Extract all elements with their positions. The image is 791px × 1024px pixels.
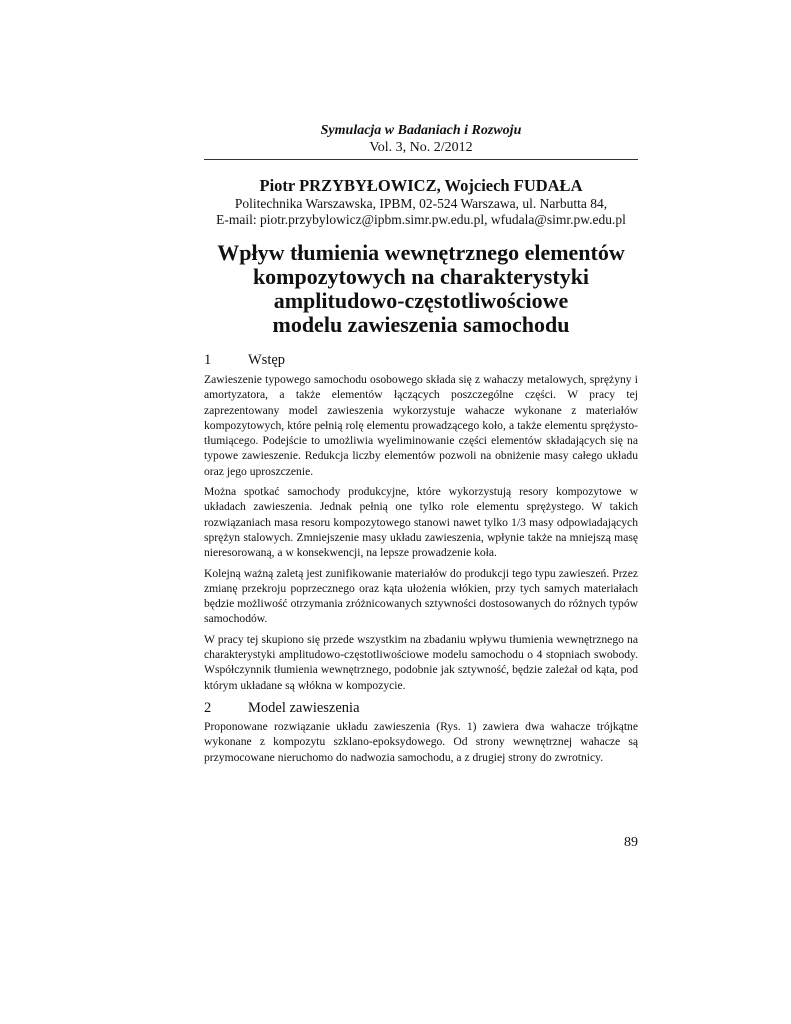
affiliation: Politechnika Warszawska, IPBM, 02-524 Warszawa, ul. Narbutta 84, <box>234 196 608 211</box>
paragraph: W pracy tej skupiono się przede wszystkim na zbadaniu wpływu tłumienia wewnętrznego na charakterystyki amplitudowo-częstotliwościowe modelu samochodu o 4 stopniach swobody. Współczynnik tłumienia wewnętrznego, podobnie jak sztywność, będzie zależał od kąta, pod którym układane są włókna w kompozycie. <box>204 632 638 692</box>
section-heading <box>204 351 638 369</box>
paper-page <box>204 118 638 878</box>
section-title: Wstęp <box>248 352 286 368</box>
authors: Piotr PRZYBYŁOWICZ, Wojciech FUDAŁA <box>259 176 583 195</box>
paper-title <box>204 241 638 337</box>
section-title: Model zawieszenia <box>248 699 360 716</box>
title-line: modelu zawieszenia samochodu <box>272 312 570 337</box>
section-heading <box>204 699 638 717</box>
page-number: 89 <box>624 835 638 850</box>
paragraph: Kolejną ważną zaletą jest zunifikowanie materiałów do produkcji tego typu zawieszeń. Przez zmianę przekroju poprzecznego oraz kąta ułożenia włókien, przy tych samych materiałach będzie możliwość otrzymania zróżnicowanych sztywności dostosowanych do różnych typów samochodów. <box>204 566 638 626</box>
header-rule <box>204 159 638 160</box>
paragraph: Zawieszenie typowego samochodu osobowego składa się z wahaczy metalowych, sprężyny i amortyzatora, a także elementów łączących poszczególne części. W pracy tej zaprezentowany model zawieszenia wykorzystuje wahacze wykonane z materiałów kompozytowych, które pełnią rolę elementu prowadzącego koło, a także elementu sprężysto-tłumiącego. Podejście to umożliwia wyeliminowanie części elementów składających się na typowe zawieszenie. Redukcja liczby elementów pozwoli na obniżenie masy całego układu oraz jego uproszczenie. <box>204 373 638 478</box>
journal-name: Symulacja w Badaniach i Rozwoju <box>320 123 522 138</box>
title-line: Wpływ tłumienia wewnętrznego elementów <box>217 240 625 265</box>
title-line: kompozytowych na charakterystyki <box>252 264 590 289</box>
email: E-mail: piotr.przybylowicz@ipbm.simr.pw.edu.pl, wfudala@simr.pw.edu.pl <box>216 212 626 227</box>
section-number: 2 <box>204 699 212 716</box>
section-number: 1 <box>204 352 212 368</box>
title-line: amplitudowo-częstotliwościowe <box>273 288 569 313</box>
paragraph: Można spotkać samochody produkcyjne, które wykorzystują resory kompozytowe w układach zawieszenia. Jednak pełnią one tylko role elementu sprężystego. W takich rozwiązaniach masa resoru kompozytowego stanowi nawet tylko 1/3 masy odpowiadających sprężyn stalowych. Zmniejszenie masy układu zawieszenia, wpłynie także na mniejszą masę nieresorowaną, a w konsekwencji, na lepsze prowadzenie koła. <box>204 485 638 560</box>
journal-volume: Vol. 3, No. 2/2012 <box>369 140 473 155</box>
paragraph: Proponowane rozwiązanie układu zawieszenia (Rys. 1) zawiera dwa wahacze trójkątne wykonane z kompozytu szklano-epoksydowego. Od strony wewnętrznej wahacze są przymocowane nieruchomo do nadwozia samochodu, a z drugiej strony do zwrotnicy. <box>204 719 638 764</box>
